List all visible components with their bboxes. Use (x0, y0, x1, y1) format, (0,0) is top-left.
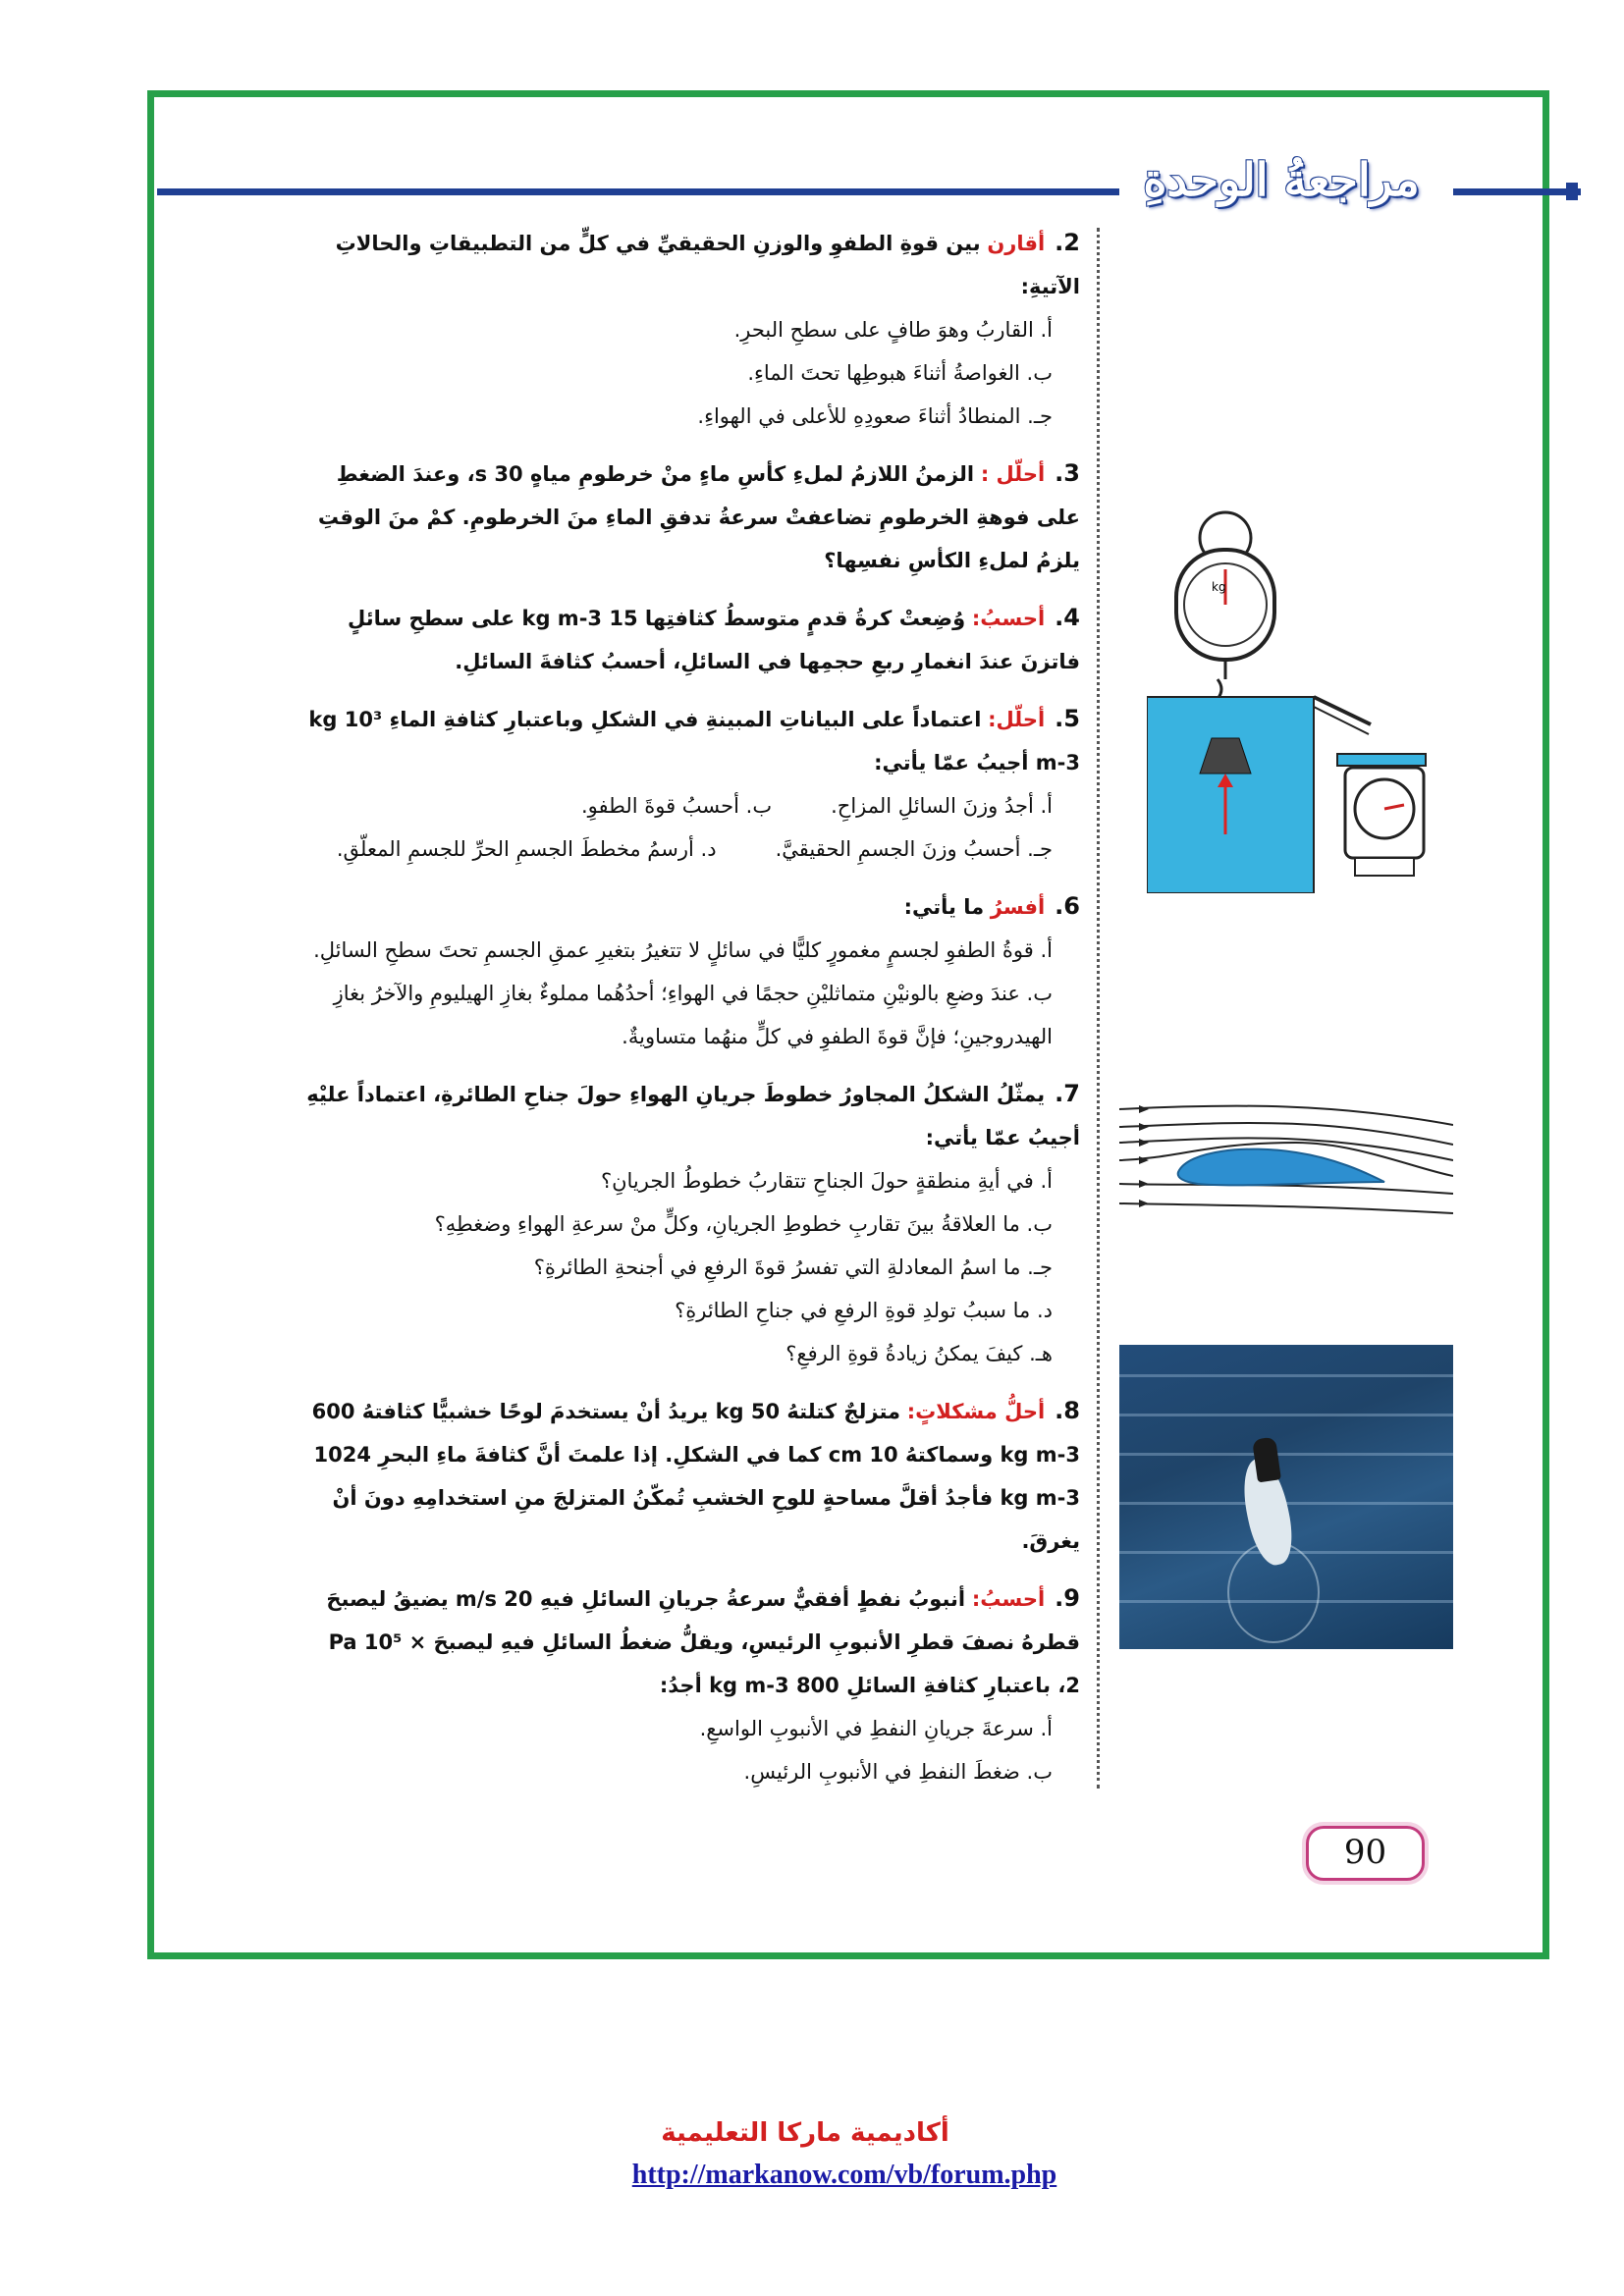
question-item: أ. القاربُ وهوَ طافٍ على سطحِ البحرِ. (733, 318, 1053, 342)
question-item-row (304, 828, 1080, 871)
question-text: ما يأتي: (903, 895, 985, 919)
question-verb: أحسبُ: (971, 1587, 1046, 1611)
question-item: ب. الغواصةُ أثناءَ هبوطِها تحتَ الماءِ. (747, 361, 1053, 385)
question-item: جـ. أحسبُ وزنَ الجسمِ الحقيقيَّ. (775, 837, 1053, 861)
footer-academy-name: أكاديمية ماركا التعليمية (661, 2118, 949, 2148)
question-3 (304, 452, 1080, 582)
questions-column (304, 221, 1080, 1807)
question-4 (304, 596, 1080, 683)
question-item: أ. أجدُ وزنَ السائلِ المزاحِ. (831, 794, 1053, 818)
question-number: 9. (1055, 1584, 1080, 1612)
spring-scale-icon (1147, 510, 1451, 893)
header-rule-left (157, 188, 1119, 195)
question-item: ب. ما العلاقةُ بينَ تقاربِ خطوطِ الجريانِ، وكلٍّ منْ سرعةِ الهواءِ وضغطِهِ؟ (434, 1212, 1053, 1236)
question-text: اعتماداً على البياناتِ المبينةِ في الشكلِ وباعتبارِ كثافةِ الماءِ 10³ kg m-3 أجيبُ عمّا يأتي: (308, 708, 1080, 774)
surfer-icon (1252, 1437, 1281, 1483)
question-item: د. ما سببُ تولدِ قوةِ الرفعِ في جناحِ الطائرةِ؟ (675, 1299, 1053, 1322)
question-number: 5. (1055, 705, 1080, 732)
question-item: أ. في أيةِ منطقةٍ حولَ الجناحِ تتقاربُ خطوطُ الجريانِ؟ (600, 1169, 1053, 1193)
airfoil-streamlines-icon (1119, 1099, 1453, 1227)
question-number: 8. (1055, 1397, 1080, 1424)
question-verb: أحلّل : (980, 462, 1046, 486)
footer-link[interactable]: http://markanow.com/vb/forum.php (631, 2160, 1057, 2190)
wave-stroke (1119, 1414, 1453, 1416)
question-item: أ. سرعةَ جريانِ النفطِ في الأنبوبِ الواسعِ. (699, 1717, 1053, 1740)
wave-stroke (1119, 1453, 1453, 1456)
question-item-row (304, 784, 1080, 828)
question-verb: أحلّل: (988, 708, 1046, 731)
question-item: هـ. كيفَ يمكنُ زيادةُ قوةِ الرفعِ؟ (785, 1342, 1053, 1365)
question-item: د. أرسمُ مخططَ الجسمِ الحرِّ للجسمِ المعلّقِ. (336, 837, 717, 861)
question-verb: أفسرُ (990, 895, 1046, 919)
question-verb: أحسبُ: (971, 607, 1046, 630)
question-9 (304, 1576, 1080, 1793)
question-number: 4. (1055, 604, 1080, 631)
question-5 (304, 697, 1080, 871)
question-item: ب. عندَ وضعِ بالونيْنِ متماثليْنِ حجمًا في الهواءِ؛ أحدُهُما مملوءٌ بغازِ الهيليومِ والآخرُ بغازِ الهيدروجينِ؛ فإنَّ قوةَ الطفوِ في كلٍّ منهُما متساويةٌ. (333, 982, 1053, 1048)
question-text: أنبوبُ نفطٍ أفقيٌّ سرعةُ جريانِ السائلِ فيهِ 20 m/s يضيقُ ليصبحَ قطرهُ نصفَ قطرِ الأنبوبِ الرئيسِ، ويقلُّ ضغطُ السائلِ فيهِ ليصبحَ Pa 10⁵ × 2، باعتبارِ كثافةِ السائلِ 800 kg m-3 أجدُ: (326, 1587, 1080, 1697)
question-number: 6. (1055, 892, 1080, 920)
question-7 (304, 1072, 1080, 1375)
question-number: 3. (1055, 459, 1080, 487)
question-item: أ. قوةُ الطفوِ لجسمٍ مغمورٍ كليًّا في سائلٍ لا تتغيرُ بتغيرِ عمقِ الجسمِ تحتَ سطحِ السائلِ. (313, 938, 1053, 962)
question-item: جـ. ما اسمُ المعادلةِ التي تفسرُ قوةَ الرفعِ في أجنحةِ الطائرةِ؟ (533, 1255, 1053, 1279)
question-verb: أقارن (987, 232, 1046, 255)
question-item: جـ. المنطادُ أثناءَ صعودِهِ للأعلى في الهواءِ. (697, 404, 1053, 428)
question-text: يمثّلُ الشكلُ المجاورُ خطوطَ جريانِ الهواءِ حولَ جناحِ الطائرةِ، اعتماداً عليْهِ أجيبُ عمّا يأتي: (306, 1083, 1080, 1149)
question-item: ب. ضغطَ النفطِ في الأنبوبِ الرئيسِ. (743, 1760, 1053, 1784)
question-8 (304, 1389, 1080, 1563)
header-rule-right (1453, 188, 1581, 195)
spring-scale-figure (1147, 510, 1451, 893)
question-number: 7. (1055, 1080, 1080, 1107)
question-2 (304, 221, 1080, 438)
question-verb: أحلُّ مشكلاتٍ: (906, 1400, 1046, 1423)
wave-stroke (1119, 1374, 1453, 1377)
question-number: 2. (1055, 229, 1080, 256)
header-rule-tab (1566, 183, 1578, 200)
column-divider (1097, 228, 1100, 1789)
scale-label: kg (1212, 580, 1226, 594)
surfer-photo (1119, 1345, 1453, 1649)
question-text: بين قوةِ الطفوِ والوزنِ الحقيقيِّ في كلٍّ من التطبيقاتِ والحالاتِ الآتيةِ: (335, 232, 1080, 298)
question-text: متزلجٌ كتلتهُ 50 kg يريدُ أنْ يستخدمَ لوحًا خشبيًّا كثافتهُ 600 kg m-3 وسماكتهُ 10 cm كما في الشكلِ. إذا علمتَ أنَّ كثافةَ ماءِ البحرِ 1024 kg m-3 فأجدُ أقلَّ مساحةٍ للوحِ الخشبِ تُمكّنُ المتزلجَ منِ استخدامِهِ دونَ أنْ يغرقَ. (311, 1400, 1080, 1553)
page-number: 90 (1306, 1826, 1425, 1881)
airfoil-figure (1119, 1099, 1453, 1227)
unit-review-title: مراجعةُ الوحدةِ (1143, 153, 1420, 206)
question-6 (304, 884, 1080, 1058)
question-text: الزمنُ اللازمُ لملءِ كأسِ ماءٍ منْ خرطومِ مياهٍ s 30، وعندَ الضغطِ على فوهةِ الخرطومِ تضاعفتْ سرعةُ تدفقِ الماءِ منَ الخرطومِ. كمْ منَ الوقتِ يلزمُ لملءِ الكأسِ نفسِها؟ (317, 462, 1080, 572)
question-text: وُضِعتْ كرةُ قدمٍ متوسطُ كثافتِها 15 kg m-3 على سطحِ سائلٍ فاتزنَ عندَ انغمارِ ربعِ حجمِها في السائلِ، أحسبُ كثافةَ السائلِ. (347, 607, 1080, 673)
question-item: ب. أحسبُ قوةَ الطفوِ. (580, 794, 773, 818)
